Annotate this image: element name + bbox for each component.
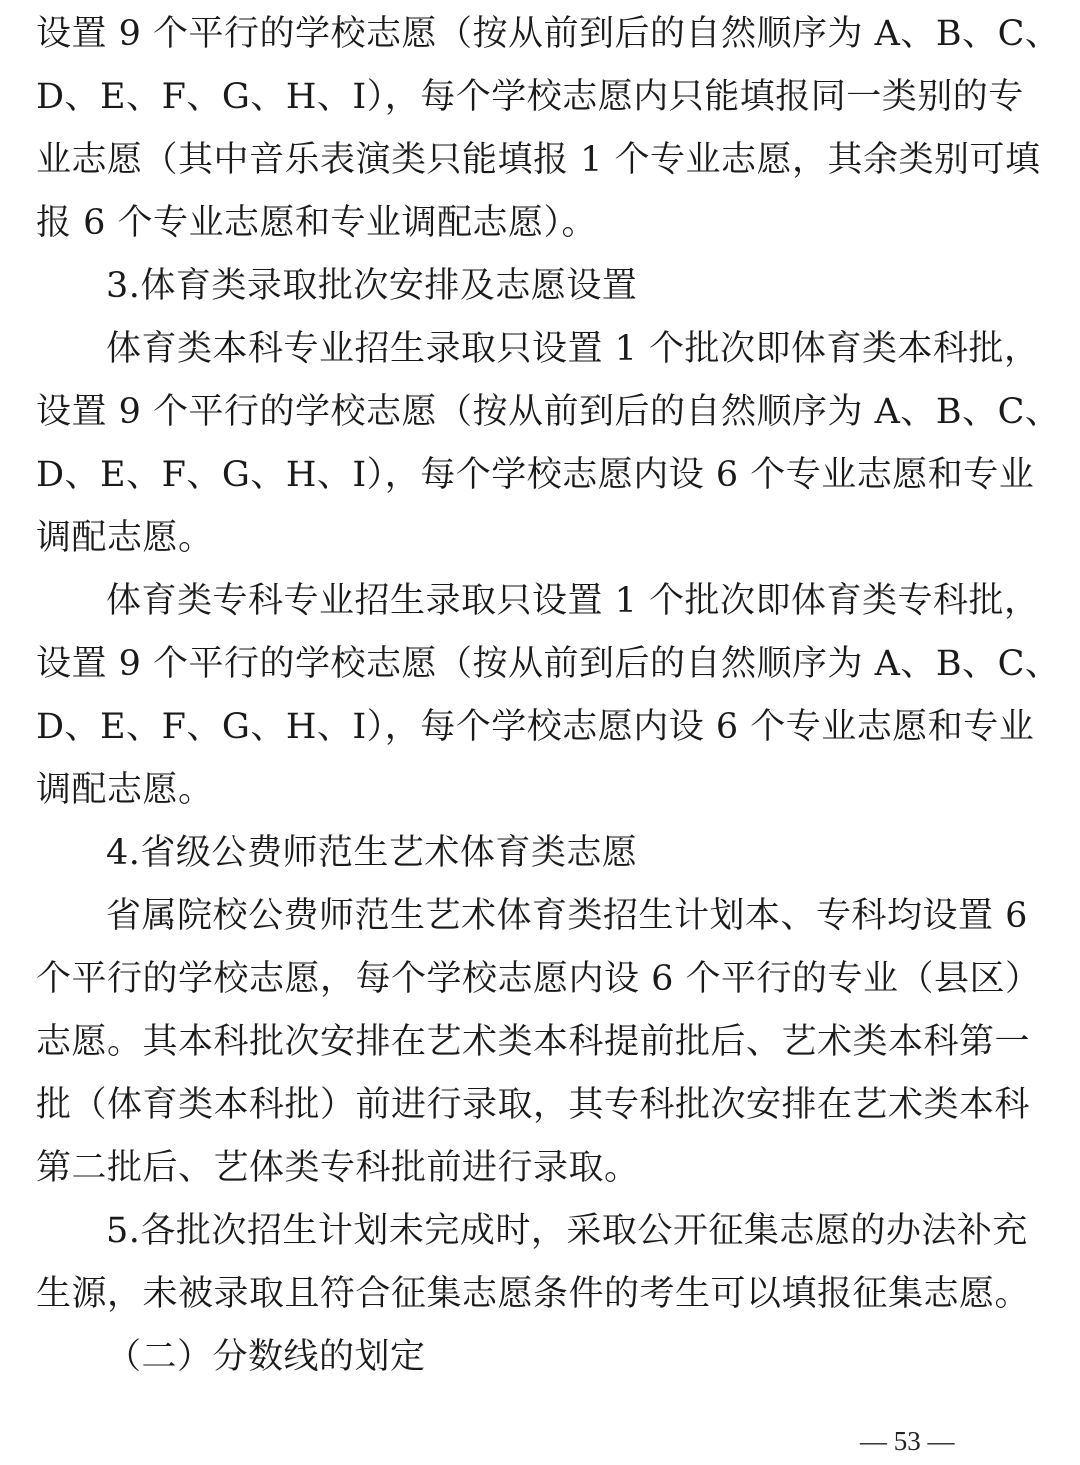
page-number: — 53 —	[860, 1426, 955, 1456]
body-text-line: 志愿。其本科批次安排在艺术类本科提前批后、艺术类本科第一	[36, 1022, 1031, 1062]
body-text-line: 设置 9 个平行的学校志愿（按从前到后的自然顺序为 A、B、C、	[36, 14, 1061, 54]
body-text-line: 调配志愿。	[36, 518, 214, 558]
body-text-line: D、E、F、G、H、I），每个学校志愿内只能填报同一类别的专	[36, 77, 1024, 117]
body-text-line: D、E、F、G、H、I），每个学校志愿内设 6 个专业志愿和专业	[36, 707, 1035, 747]
body-text-line: 业志愿（其中音乐表演类只能填报 1 个专业志愿，其余类别可填	[36, 140, 1041, 180]
body-text-line: 体育类专科专业招生录取只设置 1 个批次即体育类专科批，	[106, 581, 1040, 621]
body-text-line: 批（体育类本科批）前进行录取，其专科批次安排在艺术类本科	[36, 1085, 1031, 1125]
body-text-line: 报 6 个专业志愿和专业调配志愿）。	[36, 203, 598, 243]
body-text-line: 设置 9 个平行的学校志愿（按从前到后的自然顺序为 A、B、C、	[36, 644, 1061, 684]
body-text-line: 设置 9 个平行的学校志愿（按从前到后的自然顺序为 A、B、C、	[36, 392, 1061, 432]
section-heading: 4.省级公费师范生艺术体育类志愿	[106, 833, 638, 873]
body-text-line: 个平行的学校志愿，每个学校志愿内设 6 个平行的专业（县区）	[36, 959, 1041, 999]
body-text-line: 省属院校公费师范生艺术体育类招生计划本、专科均设置 6	[106, 896, 1028, 936]
body-text-line: 调配志愿。	[36, 770, 214, 810]
body-text-line: D、E、F、G、H、I），每个学校志愿内设 6 个专业志愿和专业	[36, 455, 1035, 495]
section-heading: （二）分数线的划定	[106, 1337, 426, 1377]
body-text-line: 生源，未被录取且符合征集志愿条件的考生可以填报征集志愿。	[36, 1274, 1031, 1314]
section-heading: 3.体育类录取批次安排及志愿设置	[106, 266, 638, 306]
body-text-line: 5.各批次招生计划未完成时，采取公开征集志愿的办法补充	[106, 1211, 1028, 1251]
body-text-line: 体育类本科专业招生录取只设置 1 个批次即体育类本科批，	[106, 329, 1040, 369]
body-text-line: 第二批后、艺体类专科批前进行录取。	[36, 1148, 640, 1188]
